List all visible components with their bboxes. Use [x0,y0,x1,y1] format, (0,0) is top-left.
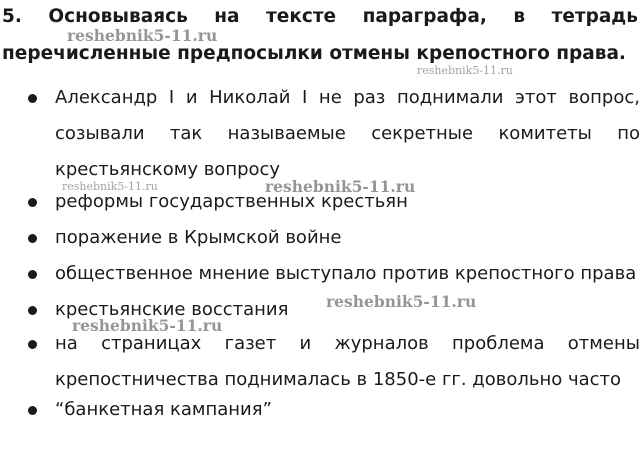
list-item-line: крестьянскому вопросу [55,159,281,180]
list-word: отмены [567,333,640,354]
list-word: так [169,123,203,144]
list-word: не [318,87,342,108]
list-word: I [302,87,308,108]
watermark: reshebnik5-11.ru [417,64,513,77]
task-number: 5. [2,6,22,27]
bullet-icon [28,234,37,243]
task-word: на [214,6,240,27]
list-word: комитеты [498,123,592,144]
list-word: Николай [209,87,291,108]
list-item-line: общественное мнение выступало против крепостного права [55,263,637,284]
list-word: и [185,87,198,108]
list-word: на [55,333,78,354]
list-word: по [617,123,640,144]
list-item-line: поражение в Крымской войне [55,227,342,248]
list-word: этот [515,87,557,108]
list-word: секретные [371,123,474,144]
bullet-icon [28,94,37,103]
task-word: тексте [266,6,337,27]
list-item-line: “банкетная кампания” [55,399,272,420]
bullet-icon [28,340,37,349]
list-word: поднимали [396,87,504,108]
list-word: Александр [55,87,158,108]
task-heading-line-2: перечисленные предпосылки отмены крепостного права. [2,43,626,64]
list-word: журналов [334,333,429,354]
list-item-line: крепостничества поднималась в 1850-е гг. довольно часто [55,369,622,390]
bullet-icon [28,198,37,207]
list-word: страницах [101,333,202,354]
watermark: reshebnik5-11.ru [67,26,218,45]
task-word: тетрадь [551,6,638,27]
list-item-line [55,86,640,110]
watermark: reshebnik5-11.ru [326,292,477,311]
list-item-line [55,122,640,146]
task-word: Основываясь [48,6,188,27]
watermark: reshebnik5-11.ru [265,177,416,196]
list-word: и [299,333,312,354]
task-word: параграфа, [362,6,487,27]
list-word: проблема [452,333,545,354]
list-word: называемые [227,123,346,144]
watermark: reshebnik5-11.ru [62,180,158,193]
bullet-icon [28,306,37,315]
list-word: созывали [55,123,145,144]
bullet-icon [28,406,37,415]
watermark: reshebnik5-11.ru [72,316,223,335]
list-item-line: крестьянские восстания [55,299,289,320]
list-word: I [168,87,175,108]
list-word: вопрос, [568,87,640,108]
list-word: газет [224,333,277,354]
task-word: в [513,6,526,27]
bullet-icon [28,270,37,279]
list-item-line [55,332,640,356]
list-word: раз [353,87,386,108]
list-item-line: реформы государственных крестьян [55,191,408,212]
